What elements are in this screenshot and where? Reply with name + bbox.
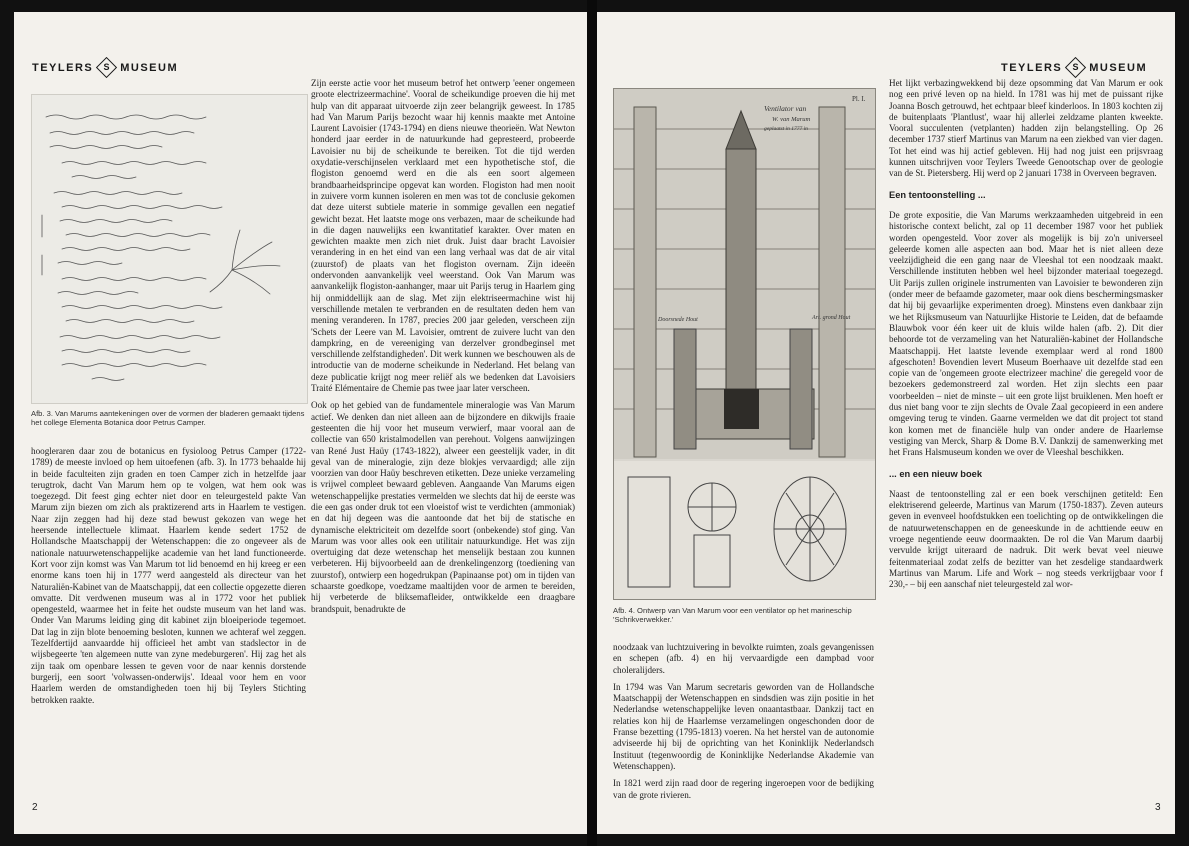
plate-label-right: Art. grond Hout bbox=[812, 315, 851, 321]
figure-ventilator-engraving bbox=[613, 88, 876, 600]
masthead-text-right: MUSEUM bbox=[120, 61, 179, 74]
figure-4-caption: Afb. 4. Ontwerp van Van Marum voor een ventilator op het marineschip 'Schrikverwekker.' bbox=[613, 606, 852, 625]
right-page bbox=[597, 12, 1175, 834]
left-page bbox=[14, 12, 587, 834]
plate-label: Pl. I. bbox=[852, 95, 866, 103]
page-number-left: 2 bbox=[32, 802, 38, 813]
masthead-text-right: MUSEUM bbox=[1089, 61, 1148, 74]
left-column-1 bbox=[31, 446, 306, 712]
figure-3-caption: Afb. 3. Van Marums aantekeningen over de vormen der bladeren gemaakt tijdens het college Elementa Botanica door Petrus Camper. bbox=[31, 409, 305, 428]
masthead-right bbox=[1001, 60, 1147, 75]
paragraph: In 1794 was Van Marum secretaris geworden van de Hollandsche Maatschappij der Wetenschappen en sindsdien was zijn positie in het Nederlandse wetenschappelijke leven onaantastbaar. Dankzij tact en relaties kon hij de Haarlemse verzamelingen ongeschonden door de Franse bezetting (1795-1813) voeren. Na het herstel van de autonomie adviseerde hij bij de oprichting van het Koninklijk Nederlandsch Instituut (tegenwoordig de Koninklijke Nederlandse Akademie van Wetenschappen). bbox=[613, 681, 874, 771]
plate-label-left: Doorsnede Hout bbox=[658, 317, 698, 323]
right-column-2 bbox=[889, 78, 1163, 596]
teylers-logo-icon: S bbox=[96, 57, 117, 78]
teylers-logo-icon: S bbox=[1065, 57, 1086, 78]
paragraph: noodzaak van luchtzuivering in bevolkte ruimten, zoals gevangenissen en schepen (afb. 4) en hij vervaardigde een dampbad voor choleralijders. bbox=[613, 642, 874, 675]
plate-title-line-1: Ventilator van bbox=[764, 104, 807, 113]
handwriting-illustration bbox=[32, 95, 307, 403]
right-column-1 bbox=[613, 642, 874, 807]
masthead-text-left: TEYLERS bbox=[32, 61, 94, 74]
paragraph: In 1821 werd zijn raad door de regering ingeroepen voor de bedijking van de grote rivieren. bbox=[613, 778, 874, 800]
ventilator-illustration bbox=[614, 89, 875, 599]
paragraph: Ook op het gebied van de fundamentele mineralogie was Van Marum actief. We denken dan niet alleen aan de bijzondere en dikwijls fraaie gesteenten die hij voor het museum verwierf, maar vooral aan de collectie van 650 kristalmodellen van perehout. Volgens aanwijzingen van René Just Haüy (1743-1822), alweer een geestelijk vader, in dit geval van de mineralogie, zijn deze blokjes vervaardigd; alle zijn voorzien van door Haüy beschreven etiketten. Deze unieke verzameling is vrijwel compleet bewaard gebleven. Aangaande Van Marums eigen wetenschappelijke prestaties vermelden we slechts dat hij de eerste was die een gas onder druk tot een vloeistof wist te verdichten (ammoniak) en dat hij degeen was die aantoonde dat het bij de statische en dynamische elektriciteit om dezelfde soort (onbekende) stof ging. Van Marum was voor alles ook een utilitair natuurkundige. Het was zijn overtuiging dat deze wetenschap het menselijk bestaan zou kunnen verbeteren. Hij bijvoorbeeld aan de drenkelingenzorg (toediening van zuurstof), ontwierp een hogedrukpan (Papinaanse pot) om in tijden van schaarste goedkope, voedzame maaltijden voor de armen te bereiden, hij verbeterde de bliksemafleider, ontwikkelde een draagbare brandspuit, benadrukte de bbox=[311, 400, 575, 614]
plate-title-line-3: geplaatst in 1777 in bbox=[764, 126, 808, 132]
paragraph: Naast de tentoonstelling zal er een boek verschijnen getiteld: Een elektriserend geleerde, Martinus van Marum (1750-1837). Zeven auteurs geven in evenveel hoofdstukken een toelichting op de ontwikkelingen die de natuurwetenschappen en de geneeskunde in de achttiende eeuw en vroege negentiende eeuw doormaakten. De rol die Van Marum daarbij vervulde krijgt uiteraard de nadruk. Dit werk bevat veel nieuwe feitenmateriaal zodat zelfs de bezitter van het zesdelige standaardwerk Martinus van Marum. Life and Work – nog steeds verkrijgbaar voor f 230,- – bij een aanschaf niet teleurgesteld zal wor- bbox=[889, 488, 1163, 590]
masthead-text-left: TEYLERS bbox=[1001, 61, 1063, 74]
page-number-right: 3 bbox=[1155, 802, 1161, 813]
masthead-left bbox=[32, 60, 178, 75]
paragraph: Zijn eerste actie voor het museum betrof het ontwerp 'eener ongemeen groote electrizeermachine'. Vooral de scheikundige proeven die hij met hulp van dit apparaat uitvoerde zijn zeer belangrijk geweest. In 1785 had Van Marum Parijs bezocht waar hij kennis maakte met Antoine Laurent Lavoisier (1743-1794) en diens nieuwe theorieën. Wat Newton honderd jaar eerder in de natuurkunde had gepresteerd, probeerde Lavoisier nu bij de scheikunde te bereiken. Tot die tijd werden oxydatie-verschijnselen verklaard met een hypothetische stof, die flogiston genoemd werd en die als een soort algemeen brandbaarheidsprincipe opgevat kan worden. Flogiston had men nooit in zuivere vorm kunnen isoleren en men was tot de conclusie gekomen dat deze uiterst subtiele materie in sommige gevallen een negatief gewicht bezat. Het laatste moge ons verbazen, maar de scheikunde had in die dagen nauwelijks een kwantitatief karakter. Over maten en gewichten maakte men zich niet druk. Juist daar bracht Lavoisier verandering in en het eind van een lang verhaal was dat de air vital (zuurstof) de plaats van het flogiston overnam. Zijn ideeën ondervonden aanvankelijk veel weerstand. Ook Van Marum was aanvankelijk flogiston-aanhanger, maar uit Parijs terug in Haarlem ging hij onmiddellijk aan de slag. Met zijn elektriseermachine wist hij verschillende metalen te verbranden en de resultaten deden hem van mening veranderen. In 1787, precies 200 jaar geleden, verscheen zijn 'Schets der Leere van M. Lavoisier, omtrent de zuivere lucht van den dampkring, en de vereeniging van derzelver grondbeginsel met verschillende zelfstandigheden'. Dit werk kunnen we beschouwen als de introductie van de moderne scheikunde in Nederland. Het belang van deze publicatie krijgt nog meer reliëf als we bedenken dat Lavoisiers Traité Elémentaire de Chemie pas twee jaar later verscheen. bbox=[311, 78, 575, 394]
paragraph: Het lijkt verbazingwekkend bij deze opsomming dat Van Marum er ook nog een privé leven op na hield. In 1781 was hij met de puissant rijke Joanna Bosch getrouwd, het echtpaar bleef kinderloos. In 1803 kochten zij de buitenplaats 'Plantlust', waar hij allerlei zeldzame planten kweekte. Vooral succulenten (vetplanten) hadden zijn belangstelling. Op 26 december 1737 stierf Martinus van Marum na een ziekbed van vier dagen. Tot het eind was hij actief gebleven. Hij had nog juist een prijsvraag kunnen uitschrijven voor Teylers Tweede Genootschap over de geologie van de St. Pietersberg. Hij werd op 2 januari 1738 in Overveen begraven. bbox=[889, 78, 1163, 179]
section-heading-exhibition: Een tentoonstelling ... bbox=[889, 189, 986, 200]
book-spine bbox=[587, 0, 597, 846]
figure-handwritten-notes bbox=[31, 94, 308, 404]
paragraph: hoogleraren daar zou de botanicus en fysioloog Petrus Camper (1722-1789) de meeste invloed op hem uitoefenen (afb. 3). In 1773 behaalde hij in beide faculteiten zijn graden en toen Camper zich in hetzelfde jaar terugtrok, dacht Van Marum hem op te volgen, wat hem ook was toegezegd. Dit feest ging echter niet door en teleurgesteld pakte Van Marum zijn biezen om zich als praktizerend arts in Haarlem te vestigen. Naar zijn zeggen had hij deze stad bewust gekozen van wege het heersende intellectuele klimaat. Haarlem kende sedert 1752 de Hollandsche Maatschappij der Wetenschappen: die zo ongeveer als de nationale natuurwetenschappelijke academie van het land functioneerde. Kort voor zijn komst was Van Marum tot lid benoemd en hij kreeg er een enorme kans toen hij in 1777 werd aangesteld als directeur van het Naturaliën-Kabinet van de Maatschappij, dat een collectie opgezette dieren omvatte. Dit verdwenen museum was al in 1772 voor het publiek opengesteld, waarmee het in feite het oudste museum van het land was. Onder Van Marums leiding ging dit kabinet zijn bloeiperiode tegemoet. Dat lag in zijn blote benoeming besloten, kunnen we achteraf wel zeggen. Tezelfdertijd aanvaardde hij officieel het ambt van stadslector in de wijsbegeerte 'ten algemeen nutte van zyne medeburgeren'. Hij zag het als zijn taak om openbare lessen te geven voor de naar kennis dorstende burgerij, een soort 'volwassen-onderwijs'. Ideaal voor hem en voor Haarlem werden de omstandigheden toen hij bij Teylers Stichting betrokken raakte. bbox=[31, 446, 306, 705]
left-column-2 bbox=[311, 78, 575, 621]
section-heading-book: ... en een nieuw boek bbox=[889, 468, 982, 479]
plate-title-line-2: W. van Marum bbox=[772, 116, 811, 123]
paragraph: De grote expositie, die Van Marums werkzaamheden uitgebreid in een historische context belicht, zal op 11 december 1987 voor het publiek worden opengesteld. Voor zover als mogelijk is bij zo'n universeel geleerde komen alle aspecten aan bod. Maar het is niet alleen deze veelzijdigheid die een gang naar de Vleeshal tot een noodzaak maakt. Verschillende instituten hebben wel heel bijzonder materiaal toegezegd. Uit Parijs zullen originele instrumenten van Lavoisier te bewonderen zijn (onder meer de befaamde gazometer, maar ook diens beschermingsmasker dat hij bij gevaarlijke experimenten droeg). Minstens even dankbaar zijn we het Rijksmuseum van Natuurlijke Historie te Leiden, dat de befaamde Blauwbok voor één keer uit de kluis wilde halen (afb. 2). Dit dier behoorde tot de verzameling van het Naturaliën-kabinet der Hollandsche Maatschappij. Het laatste levende exemplaar werd al rond 1800 afgeschoten! Bovendien levert Museum Boerhaave uit dezelfde stad een copie van de 'ongemeen groote electrizeer machine' die geregeld voor de bezoekers gedemonstreerd zal worden. Het zijn slechts een paar voorbeelden – niet de minste – uit een grote lijst bruiklenen. Men hoeft er dus niet bang voor te zijn slechts de Ovale Zaal gecopieerd in een andere omgeving terug te vinden. Gaarne vermelden we dat dit project tot stand kon komen met de financiële hulp van onder andere de Haarlemse vestiging van Merck, Sharp & Dome B.V. Dankzij de samenwerking met het Frans Halsmuseum konden we over de Vleeshal beschikken. bbox=[889, 209, 1163, 458]
